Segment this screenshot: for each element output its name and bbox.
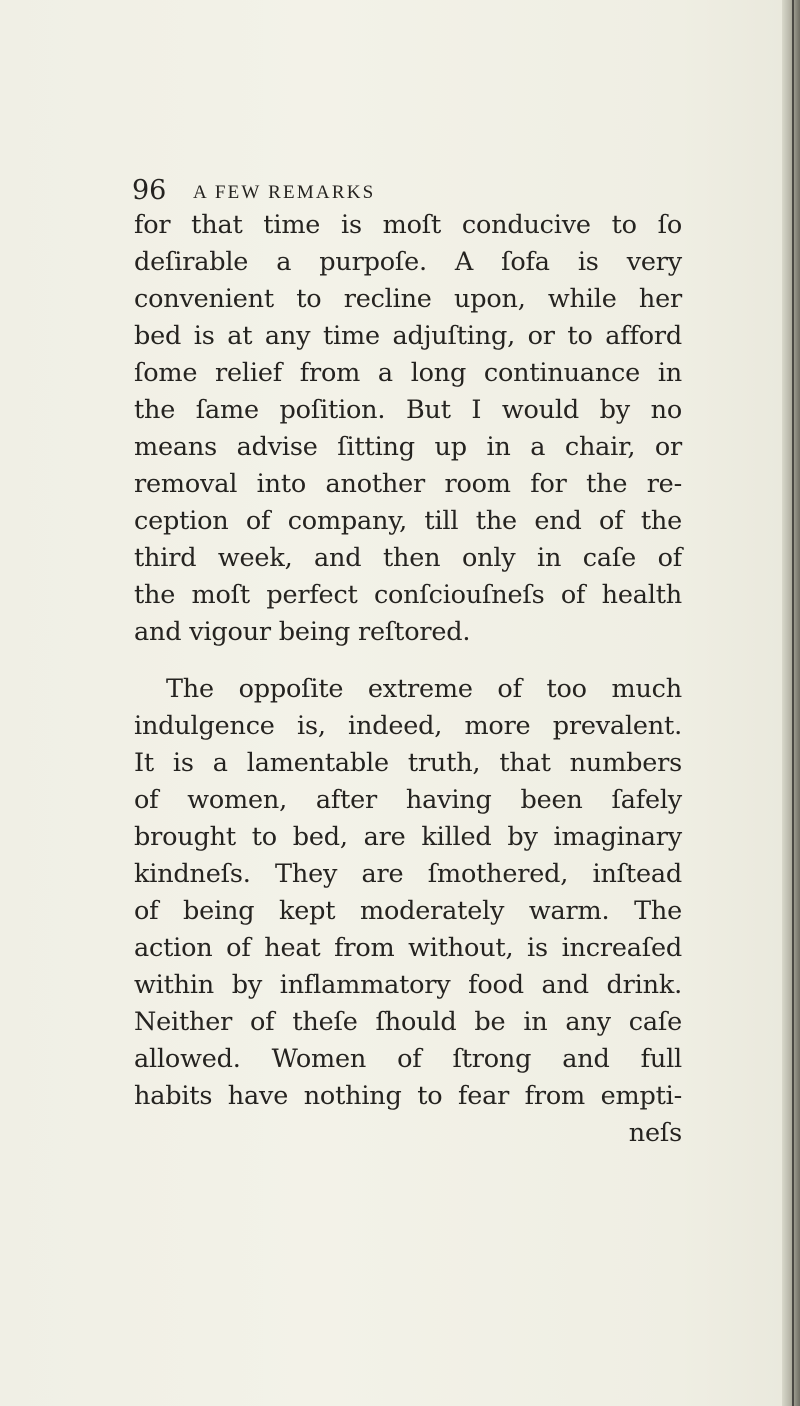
text-line: of being kept moderately warm. The xyxy=(134,896,682,926)
text-line: third week, and then only in caſe of xyxy=(134,543,682,573)
page-number: 96 xyxy=(132,175,167,206)
text-line: means advise ſitting up in a chair, or xyxy=(134,432,682,462)
text-line: brought to bed, are killed by imaginary xyxy=(134,822,682,852)
text-line: Neither of theſe ſhould be in any caſe xyxy=(134,1007,682,1037)
paragraph-2 xyxy=(134,671,682,1115)
running-head: A FEW REMARKS xyxy=(193,182,376,203)
text-line: the moſt perfect conſciouſneſs of health xyxy=(134,580,682,610)
text-line: habits have nothing to fear from empti- xyxy=(134,1081,682,1111)
binding-edge xyxy=(792,0,794,1406)
text-line: of women, after having been ſafely xyxy=(134,785,682,815)
text-line: allowed. Women of ſtrong and full xyxy=(134,1044,682,1074)
text-line: within by inflammatory food and drink. xyxy=(134,970,682,1000)
text-line: convenient to recline upon, while her xyxy=(134,284,682,314)
text-line: and vigour being reſtored. xyxy=(134,617,471,647)
text-line: kindneſs. They are ſmothered, inſtead xyxy=(134,859,682,889)
text-line: indulgence is, indeed, more prevalent. xyxy=(134,711,682,741)
text-line: It is a lamentable truth, that numbers xyxy=(134,748,682,778)
page-edge-shadow xyxy=(782,0,800,1406)
body-text xyxy=(134,207,682,1152)
text-line: action of heat from without, is increaſed xyxy=(134,933,682,963)
text-line: deſirable a purpoſe. A ſofa is very xyxy=(134,247,682,277)
text-line: ception of company, till the end of the xyxy=(134,506,682,536)
catchword: neſs xyxy=(628,1118,682,1148)
text-line: for that time is moſt conducive to ſo xyxy=(134,210,682,240)
paragraph-1 xyxy=(134,207,682,651)
text-line: bed is at any time adjuſting, or to afford xyxy=(134,321,682,351)
text-line: ſome relief from a long continuance in xyxy=(134,358,682,388)
text-line: the ſame poſition. But I would by no xyxy=(134,395,682,425)
text-line: removal into another room for the re- xyxy=(134,469,682,499)
paragraph-gap xyxy=(134,651,682,671)
text-line: The oppoſite extreme of too much xyxy=(166,674,682,704)
